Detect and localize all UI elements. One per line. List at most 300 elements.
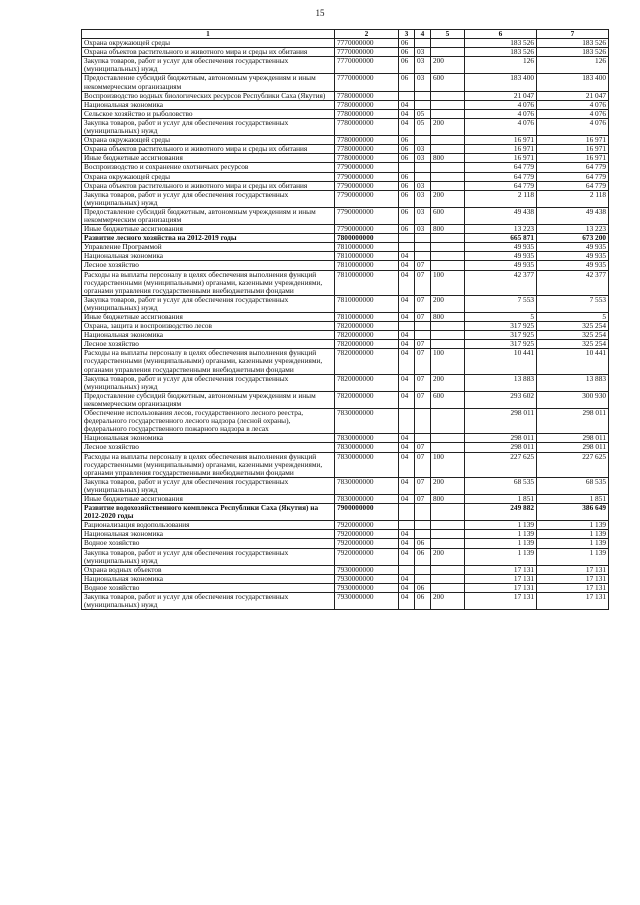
target-article-code: 7800000000 — [335, 234, 399, 243]
table-row — [82, 340, 609, 349]
section-code: 06 — [399, 154, 415, 163]
subsection-code: 03 — [415, 74, 431, 91]
section-code: 06 — [399, 207, 415, 224]
section-code: 04 — [399, 452, 415, 477]
subsection-code — [415, 39, 431, 48]
table-row — [82, 349, 609, 374]
subsection-code: 07 — [415, 295, 431, 312]
subsection-code — [415, 91, 431, 100]
table-row — [82, 593, 609, 610]
row-name: Охрана окружающей среды — [82, 136, 335, 145]
section-code — [399, 521, 415, 530]
target-article-code: 7830000000 — [335, 434, 399, 443]
expense-type-code — [431, 409, 465, 434]
amount-col-6: 42 377 — [465, 270, 537, 295]
target-article-code: 7920000000 — [335, 530, 399, 539]
table-row — [82, 521, 609, 530]
expense-type-code — [431, 252, 465, 261]
expense-type-code: 600 — [431, 207, 465, 224]
section-code: 06 — [399, 181, 415, 190]
amount-col-6: 1 139 — [465, 521, 537, 530]
subsection-code: 07 — [415, 391, 431, 408]
row-name: Воспроизводство и сохранение охотничьих ресурсов — [82, 163, 335, 172]
table-row — [82, 548, 609, 565]
amount-col-6: 2 118 — [465, 190, 537, 207]
target-article-code: 7810000000 — [335, 261, 399, 270]
amount-col-7: 300 930 — [537, 391, 609, 408]
amount-col-6: 49 935 — [465, 252, 537, 261]
row-name: Закупка товаров, работ и услуг для обеспечения государственных (муниципальных) нужд — [82, 57, 335, 74]
expense-type-code — [431, 172, 465, 181]
section-code: 04 — [399, 270, 415, 295]
amount-col-7: 16 971 — [537, 154, 609, 163]
section-code: 04 — [399, 295, 415, 312]
section-code: 06 — [399, 57, 415, 74]
expense-type-code — [431, 163, 465, 172]
target-article-code: 7780000000 — [335, 118, 399, 135]
section-code: 04 — [399, 118, 415, 135]
amount-col-6: 16 971 — [465, 154, 537, 163]
subsection-code — [415, 331, 431, 340]
table-row — [82, 574, 609, 583]
table-row — [82, 565, 609, 574]
amount-col-6: 64 779 — [465, 181, 537, 190]
section-code: 06 — [399, 48, 415, 57]
expense-type-code — [431, 145, 465, 154]
row-name: Охрана объектов растительного и животного мира и среды их обитания — [82, 48, 335, 57]
amount-col-7: 13 223 — [537, 225, 609, 234]
amount-col-7: 17 131 — [537, 583, 609, 592]
subsection-code: 07 — [415, 270, 431, 295]
row-name: Национальная экономика — [82, 100, 335, 109]
table-row — [82, 172, 609, 181]
section-code: 04 — [399, 331, 415, 340]
amount-col-6: 17 131 — [465, 574, 537, 583]
subsection-code: 06 — [415, 593, 431, 610]
section-code: 04 — [399, 583, 415, 592]
row-name: Охрана водных объектов — [82, 565, 335, 574]
row-name: Управление Программой — [82, 243, 335, 252]
amount-col-6: 4 076 — [465, 118, 537, 135]
expense-type-code — [431, 504, 465, 521]
column-header: 3 — [399, 30, 415, 39]
subsection-code — [415, 163, 431, 172]
expense-type-code — [431, 322, 465, 331]
section-code: 04 — [399, 434, 415, 443]
amount-col-6: 7 553 — [465, 295, 537, 312]
target-article-code: 7780000000 — [335, 145, 399, 154]
subsection-code: 03 — [415, 145, 431, 154]
table-row — [82, 539, 609, 548]
section-code — [399, 234, 415, 243]
expense-type-code — [431, 100, 465, 109]
row-name: Закупка товаров, работ и услуг для обеспечения государственных (муниципальных) нужд — [82, 295, 335, 312]
row-name: Лесное хозяйство — [82, 340, 335, 349]
subsection-code — [415, 136, 431, 145]
amount-col-6: 1 139 — [465, 539, 537, 548]
target-article-code: 7780000000 — [335, 154, 399, 163]
amount-col-7: 21 047 — [537, 91, 609, 100]
amount-col-7: 4 076 — [537, 109, 609, 118]
amount-col-7: 7 553 — [537, 295, 609, 312]
row-name: Развитие лесного хозяйства на 2012-2019 годы — [82, 234, 335, 243]
section-code — [399, 565, 415, 574]
expense-type-code: 800 — [431, 225, 465, 234]
subsection-code — [415, 504, 431, 521]
table-row — [82, 477, 609, 494]
expense-type-code: 600 — [431, 74, 465, 91]
amount-col-6: 10 441 — [465, 349, 537, 374]
amount-col-7: 325 254 — [537, 331, 609, 340]
expense-type-code — [431, 530, 465, 539]
expense-type-code — [431, 521, 465, 530]
amount-col-7: 17 131 — [537, 593, 609, 610]
table-row — [82, 145, 609, 154]
amount-col-6: 183 526 — [465, 48, 537, 57]
expense-type-code: 200 — [431, 593, 465, 610]
table-row — [82, 504, 609, 521]
subsection-code: 07 — [415, 261, 431, 270]
subsection-code: 07 — [415, 494, 431, 503]
row-name: Водное хозяйство — [82, 539, 335, 548]
amount-col-7: 17 131 — [537, 574, 609, 583]
row-name: Закупка товаров, работ и услуг для обеспечения государственных (муниципальных) нужд — [82, 593, 335, 610]
subsection-code: 03 — [415, 181, 431, 190]
target-article-code: 7790000000 — [335, 172, 399, 181]
amount-col-7: 68 535 — [537, 477, 609, 494]
table-row — [82, 374, 609, 391]
section-code: 04 — [399, 443, 415, 452]
table-row — [82, 91, 609, 100]
section-code — [399, 322, 415, 331]
subsection-code: 06 — [415, 548, 431, 565]
column-header: 4 — [415, 30, 431, 39]
amount-col-6: 317 925 — [465, 340, 537, 349]
table-row — [82, 136, 609, 145]
expense-type-code: 600 — [431, 391, 465, 408]
row-name: Иные бюджетные ассигнования — [82, 225, 335, 234]
expense-type-code — [431, 574, 465, 583]
section-code: 06 — [399, 190, 415, 207]
row-name: Охрана окружающей среды — [82, 172, 335, 181]
target-article-code: 7820000000 — [335, 331, 399, 340]
subsection-code — [415, 530, 431, 539]
subsection-code: 03 — [415, 207, 431, 224]
expense-type-code: 200 — [431, 548, 465, 565]
subsection-code: 05 — [415, 118, 431, 135]
amount-col-6: 49 438 — [465, 207, 537, 224]
section-code: 04 — [399, 539, 415, 548]
row-name: Охрана окружающей среды — [82, 39, 335, 48]
table-row — [82, 243, 609, 252]
target-article-code: 7780000000 — [335, 136, 399, 145]
target-article-code: 7790000000 — [335, 163, 399, 172]
target-article-code: 7920000000 — [335, 521, 399, 530]
table-header-row — [82, 30, 609, 39]
table-row — [82, 313, 609, 322]
amount-col-6: 13 223 — [465, 225, 537, 234]
column-header: 2 — [335, 30, 399, 39]
table-row — [82, 583, 609, 592]
expense-type-code: 200 — [431, 190, 465, 207]
amount-col-6: 298 011 — [465, 443, 537, 452]
amount-col-7: 13 883 — [537, 374, 609, 391]
target-article-code: 7770000000 — [335, 74, 399, 91]
subsection-code: 07 — [415, 313, 431, 322]
table-row — [82, 207, 609, 224]
section-code: 04 — [399, 340, 415, 349]
section-code: 04 — [399, 349, 415, 374]
amount-col-7: 183 400 — [537, 74, 609, 91]
row-name: Лесное хозяйство — [82, 443, 335, 452]
expense-type-code — [431, 39, 465, 48]
section-code — [399, 163, 415, 172]
amount-col-6: 1 139 — [465, 548, 537, 565]
amount-col-6: 64 779 — [465, 172, 537, 181]
section-code: 04 — [399, 530, 415, 539]
expense-type-code — [431, 91, 465, 100]
table-body — [82, 39, 609, 610]
amount-col-7: 325 254 — [537, 340, 609, 349]
amount-col-6: 293 602 — [465, 391, 537, 408]
amount-col-7: 1 139 — [537, 548, 609, 565]
target-article-code: 7810000000 — [335, 252, 399, 261]
amount-col-6: 68 535 — [465, 477, 537, 494]
amount-col-6: 249 882 — [465, 504, 537, 521]
target-article-code: 7830000000 — [335, 477, 399, 494]
expense-type-code — [431, 340, 465, 349]
section-code: 04 — [399, 494, 415, 503]
column-header: 5 — [431, 30, 465, 39]
subsection-code: 06 — [415, 539, 431, 548]
amount-col-6: 1 139 — [465, 530, 537, 539]
amount-col-6: 317 925 — [465, 331, 537, 340]
amount-col-6: 64 779 — [465, 163, 537, 172]
expense-type-code: 200 — [431, 477, 465, 494]
row-name: Закупка товаров, работ и услуг для обеспечения государственных (муниципальных) нужд — [82, 477, 335, 494]
row-name: Закупка товаров, работ и услуг для обеспечения государственных (муниципальных) нужд — [82, 548, 335, 565]
section-code: 04 — [399, 252, 415, 261]
row-name: Воспроизводство водных биологических ресурсов Республики Саха (Якутия) — [82, 91, 335, 100]
target-article-code: 7820000000 — [335, 349, 399, 374]
table-row — [82, 190, 609, 207]
table-row — [82, 443, 609, 452]
table-row — [82, 270, 609, 295]
target-article-code: 7770000000 — [335, 48, 399, 57]
target-article-code: 7790000000 — [335, 225, 399, 234]
subsection-code: 07 — [415, 477, 431, 494]
row-name: Предоставление субсидий бюджетным, автономным учреждениям и иным некоммерческим организациям — [82, 391, 335, 408]
section-code: 04 — [399, 548, 415, 565]
target-article-code: 7780000000 — [335, 91, 399, 100]
amount-col-7: 673 200 — [537, 234, 609, 243]
subsection-code: 07 — [415, 374, 431, 391]
expense-type-code — [431, 181, 465, 190]
amount-col-6: 227 625 — [465, 452, 537, 477]
subsection-code — [415, 172, 431, 181]
expense-type-code — [431, 539, 465, 548]
amount-col-6: 4 076 — [465, 109, 537, 118]
section-code: 06 — [399, 172, 415, 181]
table-row — [82, 74, 609, 91]
amount-col-7: 16 971 — [537, 145, 609, 154]
amount-col-7: 64 779 — [537, 181, 609, 190]
expense-type-code — [431, 261, 465, 270]
expense-type-code — [431, 234, 465, 243]
subsection-code: 03 — [415, 57, 431, 74]
row-name: Национальная экономика — [82, 574, 335, 583]
amount-col-6: 183 400 — [465, 74, 537, 91]
target-article-code: 7790000000 — [335, 207, 399, 224]
table-row — [82, 331, 609, 340]
section-code — [399, 91, 415, 100]
row-name: Расходы на выплаты персоналу в целях обеспечения выполнения функций государственными (муниципальными) органами, казенными учреждениями, органами управления государственными внебюджетными фондами — [82, 270, 335, 295]
budget-table — [81, 29, 609, 610]
row-name: Рационализация водопользования — [82, 521, 335, 530]
table-row — [82, 100, 609, 109]
amount-col-6: 49 935 — [465, 261, 537, 270]
expense-type-code — [431, 243, 465, 252]
target-article-code: 7810000000 — [335, 243, 399, 252]
target-article-code: 7790000000 — [335, 190, 399, 207]
subsection-code: 06 — [415, 583, 431, 592]
section-code: 04 — [399, 374, 415, 391]
amount-col-6: 665 871 — [465, 234, 537, 243]
table-row — [82, 322, 609, 331]
row-name: Развитие водохозяйственного комплекса Республики Саха (Якутия) на 2012-2020 годы — [82, 504, 335, 521]
row-name: Национальная экономика — [82, 434, 335, 443]
target-article-code: 7780000000 — [335, 100, 399, 109]
subsection-code — [415, 243, 431, 252]
row-name: Иные бюджетные ассигнования — [82, 154, 335, 163]
amount-col-7: 2 118 — [537, 190, 609, 207]
target-article-code: 7930000000 — [335, 574, 399, 583]
amount-col-7: 126 — [537, 57, 609, 74]
row-name: Лесное хозяйство — [82, 261, 335, 270]
amount-col-7: 10 441 — [537, 349, 609, 374]
table-row — [82, 434, 609, 443]
amount-col-7: 298 011 — [537, 409, 609, 434]
row-name: Расходы на выплаты персоналу в целях обеспечения выполнения функций государственными (муниципальными) органами, казенными учреждениями, органами управления государственными внебюджетными фондами — [82, 349, 335, 374]
expense-type-code: 100 — [431, 270, 465, 295]
row-name: Обеспечение использования лесов, государственного лесного реестра, федерального государственного лесного надзора (лесной охраны), федерального государственного пожарного надзора в лесах — [82, 409, 335, 434]
column-header: 1 — [82, 30, 335, 39]
table-row — [82, 261, 609, 270]
amount-col-6: 21 047 — [465, 91, 537, 100]
amount-col-7: 298 011 — [537, 443, 609, 452]
amount-col-7: 183 526 — [537, 39, 609, 48]
row-name: Водное хозяйство — [82, 583, 335, 592]
subsection-code — [415, 565, 431, 574]
subsection-code: 07 — [415, 340, 431, 349]
table-row — [82, 48, 609, 57]
expense-type-code: 800 — [431, 154, 465, 163]
amount-col-6: 5 — [465, 313, 537, 322]
row-name: Предоставление субсидий бюджетным, автономным учреждениям и иным некоммерческим организациям — [82, 74, 335, 91]
subsection-code: 07 — [415, 349, 431, 374]
subsection-code — [415, 409, 431, 434]
expense-type-code — [431, 331, 465, 340]
row-name: Национальная экономика — [82, 252, 335, 261]
subsection-code — [415, 252, 431, 261]
target-article-code: 7930000000 — [335, 565, 399, 574]
section-code: 04 — [399, 313, 415, 322]
amount-col-7: 4 076 — [537, 118, 609, 135]
expense-type-code: 100 — [431, 349, 465, 374]
expense-type-code — [431, 443, 465, 452]
amount-col-6: 317 925 — [465, 322, 537, 331]
amount-col-7: 227 625 — [537, 452, 609, 477]
row-name: Закупка товаров, работ и услуг для обеспечения государственных (муниципальных) нужд — [82, 118, 335, 135]
amount-col-6: 298 011 — [465, 409, 537, 434]
amount-col-7: 49 935 — [537, 243, 609, 252]
amount-col-7: 183 526 — [537, 48, 609, 57]
target-article-code: 7830000000 — [335, 494, 399, 503]
expense-type-code — [431, 583, 465, 592]
row-name: Охрана, защита и воспроизводство лесов — [82, 322, 335, 331]
expense-type-code: 800 — [431, 494, 465, 503]
row-name: Иные бюджетные ассигнования — [82, 494, 335, 503]
table-row — [82, 163, 609, 172]
amount-col-7: 5 — [537, 313, 609, 322]
table-row — [82, 234, 609, 243]
amount-col-7: 4 076 — [537, 100, 609, 109]
row-name: Закупка товаров, работ и услуг для обеспечения государственных (муниципальных) нужд — [82, 190, 335, 207]
section-code: 04 — [399, 109, 415, 118]
amount-col-7: 64 779 — [537, 163, 609, 172]
target-article-code: 7810000000 — [335, 295, 399, 312]
expense-type-code — [431, 136, 465, 145]
section-code: 06 — [399, 225, 415, 234]
target-article-code: 7930000000 — [335, 583, 399, 592]
amount-col-7: 1 851 — [537, 494, 609, 503]
table-row — [82, 452, 609, 477]
subsection-code — [415, 434, 431, 443]
section-code — [399, 409, 415, 434]
table-row — [82, 225, 609, 234]
target-article-code: 7920000000 — [335, 548, 399, 565]
row-name: Охрана объектов растительного и животного мира и среды их обитания — [82, 181, 335, 190]
target-article-code: 7920000000 — [335, 539, 399, 548]
subsection-code — [415, 234, 431, 243]
amount-col-7: 1 139 — [537, 521, 609, 530]
table-row — [82, 154, 609, 163]
amount-col-7: 42 377 — [537, 270, 609, 295]
subsection-code — [415, 322, 431, 331]
table-row — [82, 494, 609, 503]
amount-col-6: 4 076 — [465, 100, 537, 109]
expense-type-code: 800 — [431, 313, 465, 322]
amount-col-6: 16 971 — [465, 136, 537, 145]
amount-col-7: 49 438 — [537, 207, 609, 224]
amount-col-6: 16 971 — [465, 145, 537, 154]
section-code: 06 — [399, 74, 415, 91]
target-article-code: 7820000000 — [335, 340, 399, 349]
section-code: 06 — [399, 39, 415, 48]
expense-type-code: 100 — [431, 452, 465, 477]
section-code — [399, 243, 415, 252]
subsection-code — [415, 574, 431, 583]
table-row — [82, 252, 609, 261]
row-name: Предоставление субсидий бюджетным, автономным учреждениям и иным некоммерческим организациям — [82, 207, 335, 224]
target-article-code: 7830000000 — [335, 443, 399, 452]
section-code: 06 — [399, 136, 415, 145]
amount-col-7: 49 935 — [537, 252, 609, 261]
amount-col-6: 126 — [465, 57, 537, 74]
column-header: 6 — [465, 30, 537, 39]
section-code: 06 — [399, 145, 415, 154]
expense-type-code — [431, 48, 465, 57]
